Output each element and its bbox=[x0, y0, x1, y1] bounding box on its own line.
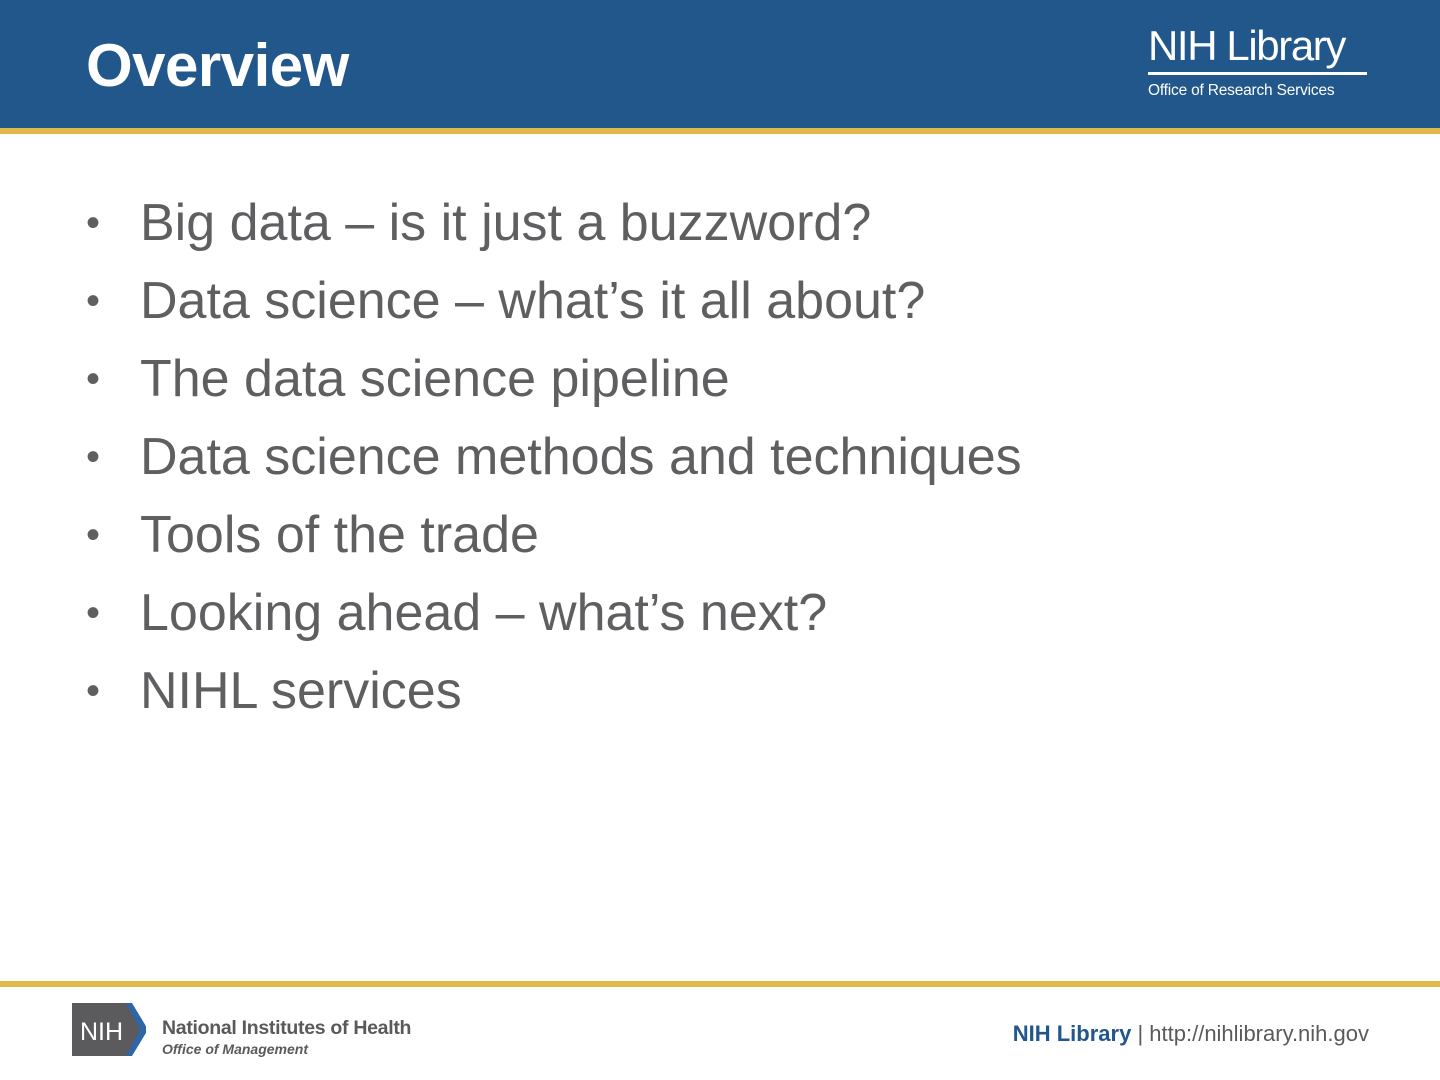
footer-library-name: NIH Library bbox=[1012, 1021, 1132, 1046]
footer-gold-rule bbox=[0, 981, 1440, 987]
list-item bbox=[86, 340, 1022, 418]
bullet-text: Data science methods and techniques bbox=[140, 428, 1022, 486]
nih-chevron-icon bbox=[72, 1003, 146, 1056]
brand-name: NIH Library bbox=[1148, 22, 1345, 69]
bullet-text: Tools of the trade bbox=[140, 506, 539, 564]
bullet-icon: • bbox=[86, 513, 101, 557]
list-item bbox=[86, 418, 1022, 496]
nih-subtitle: Office of Management bbox=[162, 1041, 308, 1057]
bullet-icon: • bbox=[86, 357, 101, 401]
footer-separator: | bbox=[1131, 1021, 1150, 1046]
slide-header bbox=[0, 0, 1440, 128]
bullet-text: NIHL services bbox=[140, 662, 462, 720]
footer-url[interactable]: http://nihlibrary.nih.gov bbox=[1149, 1021, 1369, 1046]
brand-divider bbox=[1148, 72, 1367, 75]
list-item bbox=[86, 262, 1022, 340]
list-item bbox=[86, 652, 1022, 730]
nih-name: National Institutes of Health bbox=[162, 1017, 412, 1039]
bullet-text: Big data – is it just a buzzword? bbox=[140, 194, 872, 252]
bullet-icon: • bbox=[86, 279, 101, 323]
nih-logo bbox=[72, 1003, 432, 1059]
nih-library-brand bbox=[1148, 22, 1367, 101]
bullet-icon: • bbox=[86, 201, 101, 245]
bullet-text: The data science pipeline bbox=[140, 350, 730, 408]
bullet-icon: • bbox=[86, 591, 101, 635]
bullet-text: Data science – what’s it all about? bbox=[140, 272, 926, 330]
bullet-text: Looking ahead – what’s next? bbox=[140, 584, 828, 642]
header-gold-rule bbox=[0, 128, 1440, 134]
nih-mark-text: NIH bbox=[80, 1018, 124, 1046]
list-item bbox=[86, 496, 1022, 574]
bullet-list bbox=[86, 184, 1022, 730]
list-item bbox=[86, 574, 1022, 652]
bullet-icon: • bbox=[86, 435, 101, 479]
list-item bbox=[86, 184, 1022, 262]
bullet-icon: • bbox=[86, 669, 101, 713]
brand-subtitle: Office of Research Services bbox=[1148, 82, 1335, 99]
footer-library-link bbox=[1013, 1019, 1369, 1049]
slide-title: Overview bbox=[86, 32, 349, 99]
